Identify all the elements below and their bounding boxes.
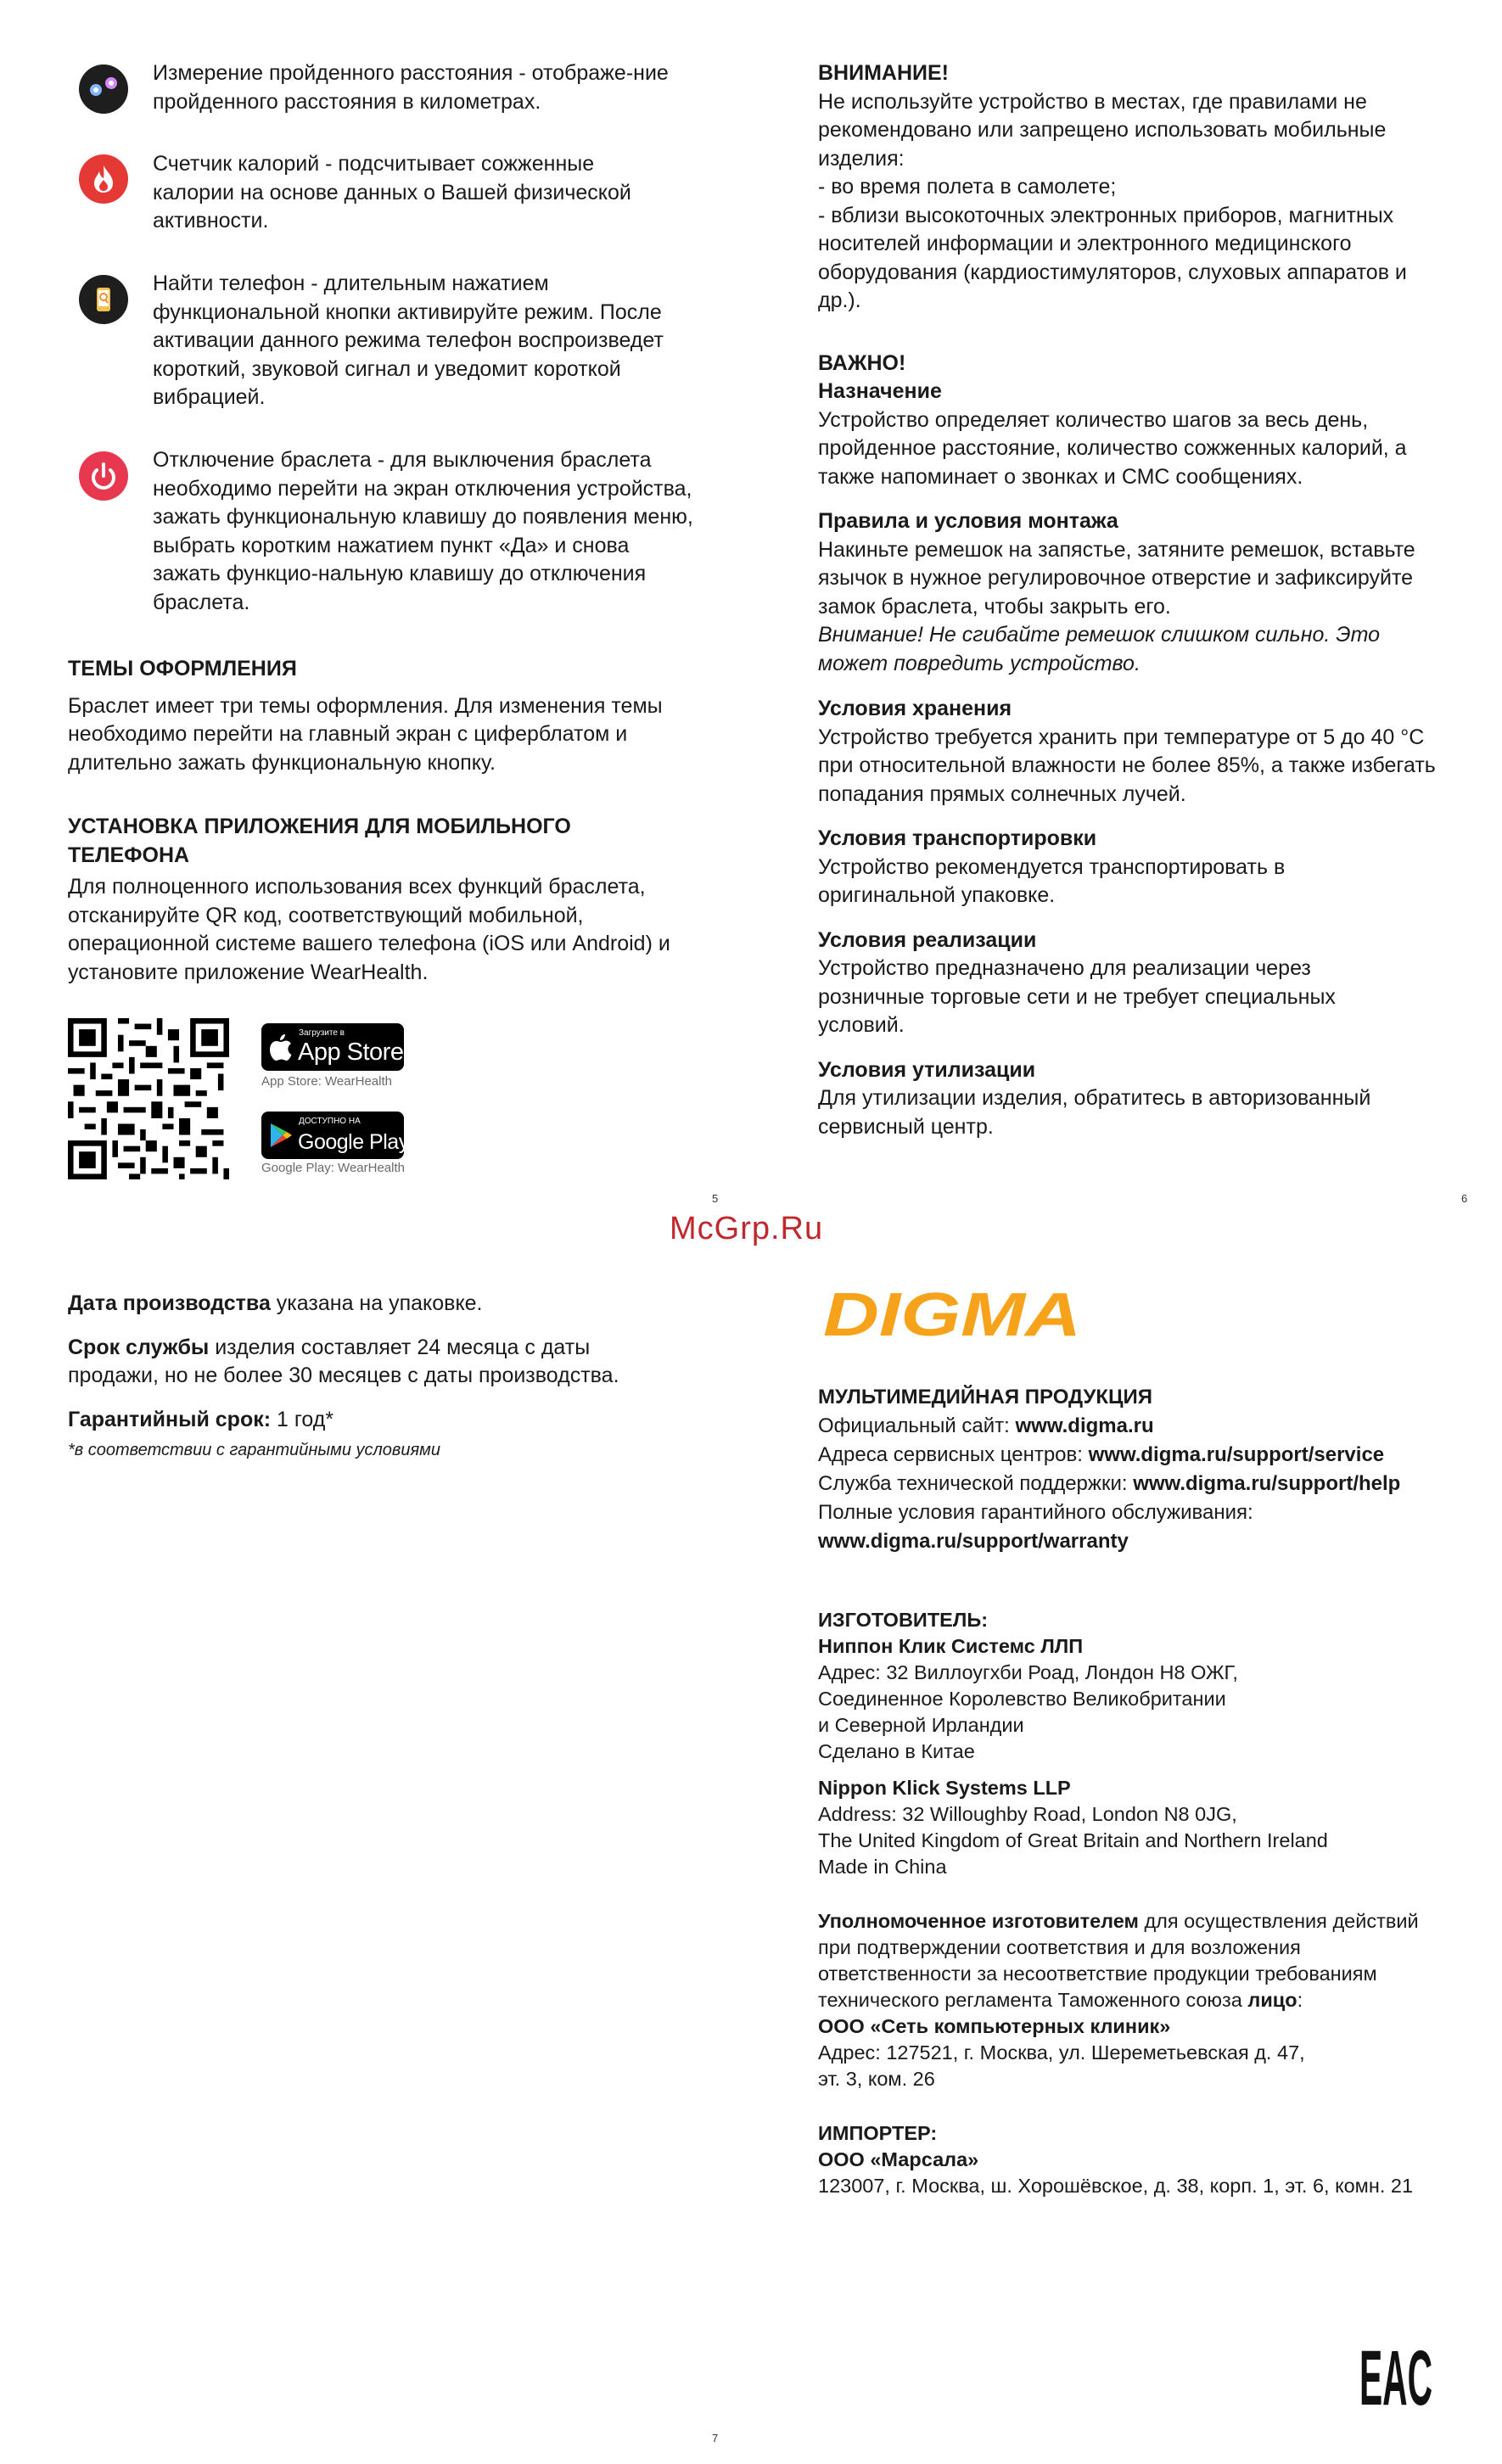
qr-code[interactable] — [68, 1018, 229, 1179]
warranty-terms-label: Полные условия гарантийного обслуживания: — [818, 1501, 1253, 1524]
themes-heading: ТЕМЫ ОФОРМЛЕНИЯ — [68, 657, 297, 680]
themes-text: Браслет имеет три темы оформления. Для изменения темы необходимо перейти на главный экран с циферблатом и длительно зажать функциональную кнопку. — [68, 693, 663, 775]
transport-heading: Условия транспортировки — [818, 826, 1097, 850]
sale-text: Устройство предназначено для реализации через розничные торговые сети и не требует специальных условий. — [818, 956, 1336, 1037]
authorized-colon: : — [1297, 1989, 1303, 2011]
digma-logo-text: DIGMA — [823, 1286, 1081, 1342]
importer-address: 123007, г. Москва, ш. Хорошёвское, д. 38, корп. 1, эт. 6, комн. 21 — [818, 2175, 1414, 2197]
production-label: Дата производства — [68, 1291, 271, 1315]
power-icon — [79, 451, 128, 501]
manufacturer-en-line: Address: 32 Willoughby Road, London N8 0JG, — [818, 1803, 1237, 1825]
feature-text-distance: Измерение пройденного расстояния - отображе-ние пройденного расстояния в километрах. — [153, 61, 669, 114]
service-centers-label: Адреса сервисных центров: — [818, 1443, 1089, 1466]
support-label: Служба технической поддержки: — [818, 1472, 1134, 1495]
service-life-label: Срок службы — [68, 1335, 210, 1359]
mount-note: Внимание! Не сгибайте ремешок слишком сильно. Это может повредить устройство. — [818, 623, 1381, 675]
authorized-label-2: лицо — [1247, 1989, 1297, 2011]
page6-column — [818, 59, 1454, 1141]
service-centers-link[interactable]: www.digma.ru/support/service — [1088, 1443, 1385, 1466]
manufacturer-en-name: Nippon Klick Systems LLP — [818, 1777, 1071, 1799]
warranty-note: *в соответствии с гарантийными условиями — [68, 1441, 440, 1459]
manufacturer-ru-name: Ниппон Клик Системс ЛЛП — [818, 1635, 1084, 1657]
warning-item: - вблизи высокоточных электронных приборов, магнитных носителей информации и электронного медицинского оборудования (кардиостимуляторов, слуховых аппаратов и др.). — [818, 203, 1407, 312]
digma-logo-mark — [818, 1286, 1090, 1342]
mount-heading: Правила и условия монтажа — [818, 509, 1118, 533]
support-link[interactable]: www.digma.ru/support/help — [1133, 1472, 1401, 1495]
manufacturer-ru-line: Соединенное Королевство Великобритании — [818, 1688, 1226, 1710]
digma-logo — [818, 1286, 1090, 1342]
authorized-address: Адрес: 127521, г. Москва, ул. Шереметьевская д. 47, эт. 3, ком. 26 — [818, 2041, 1305, 2090]
importer-company: ООО «Марсала» — [818, 2148, 979, 2170]
google-play-badge[interactable] — [261, 1112, 409, 1159]
warning-item: - во время полета в самолете; — [818, 175, 1117, 199]
production-text: указана на упаковке. — [270, 1291, 483, 1315]
importer-heading: ИМПОРТЕР: — [818, 2122, 938, 2144]
manufacturer-ru-line: Сделано в Китае — [818, 1740, 975, 1762]
feature-text-find-phone: Найти телефон - длительным нажатием функциональной кнопки активируйте режим. После активации данного режима телефон воспроизведет короткий, звуковой сигнал и уведомит короткой вибрацией. — [153, 272, 664, 409]
apple-icon — [268, 1032, 294, 1062]
manufacturer-heading: ИЗГОТОВИТЕЛЬ: — [818, 1609, 989, 1631]
important-heading: ВАЖНО! — [818, 350, 906, 375]
purpose-text: Устройство определяет количество шагов за весь день, пройденное расстояние, количество сожженных калорий, а также напоминает о звонках и СМС сообщениях. — [818, 407, 1407, 489]
mount-text: Накиньте ремешок на запястье, затяните ремешок, вставьте язычок в нужное регулировочное отверстие и зафиксируйте замок браслета, чтобы закрыть его. — [818, 537, 1415, 619]
warning-heading: ВНИМАНИЕ! — [818, 61, 949, 85]
warranty-text: 1 год* — [271, 1407, 334, 1431]
disposal-heading: Условия утилизации — [818, 1057, 1036, 1082]
sale-heading: Условия реализации — [818, 927, 1037, 952]
page7-left-column — [68, 1290, 696, 1463]
app-store-caption: App Store: WearHealth — [261, 1074, 392, 1089]
authorized-text: для осуществления действий при подтверждении соответствия и для возложения ответственности за несоответствие продукции требованиям технического регламента Таможенного союза — [818, 1910, 1419, 2011]
eac-mark — [1358, 2338, 1434, 2410]
storage-heading: Условия хранения — [818, 697, 1012, 720]
site-label: Официальный сайт: — [818, 1414, 1016, 1437]
warranty-label: Гарантийный срок: — [68, 1407, 272, 1431]
google-play-label: Google Play — [298, 1130, 409, 1154]
warning-text: Не используйте устройство в местах, где правилами не рекомендовано или запрещено использовать мобильные изделия: — [818, 89, 1387, 171]
disposal-text: Для утилизации изделия, обратитесь в авторизованный сервисный центр. — [818, 1086, 1371, 1139]
storage-text: Устройство требуется хранить при температуре от 5 до 40 °С при относительной влажности не более 85%, а также избегать попадания прямых солнечных лучей. — [818, 725, 1436, 806]
authorized-company: ООО «Сеть компьютерных клиник» — [818, 2015, 1171, 2037]
google-play-small-label: ДОСТУПНО НА — [299, 1117, 361, 1126]
manufacturer-en-line: Made in China — [818, 1856, 947, 1878]
eac-mark-logo — [1358, 2338, 1434, 2410]
service-life-text: изделия составляет 24 месяца с даты продажи, но не более 30 месяцев с даты производства. — [68, 1335, 619, 1387]
purpose-heading: Назначение — [818, 379, 942, 403]
page-number-7: 7 — [712, 2432, 719, 2444]
multimedia-heading: МУЛЬТИМЕДИЙНАЯ ПРОДУКЦИЯ — [818, 1386, 1153, 1408]
google-play-caption: Google Play: WearHealth — [261, 1161, 405, 1175]
app-text: Для полноценного использования всех функций браслета, отсканируйте QR код, соответствующий мобильной, операционной системе вашего телефона (iOS или Android) и установите приложение WearHealth. — [68, 875, 670, 984]
authorized-label: Уполномоченное изготовителем — [818, 1910, 1139, 1932]
app-store-small-label: Загрузите в — [299, 1028, 345, 1038]
flame-icon — [79, 154, 128, 204]
page7-right-column — [818, 1383, 1480, 2199]
site-link[interactable]: www.digma.ru — [1015, 1414, 1154, 1437]
page-number-6: 6 — [1461, 1192, 1468, 1205]
feature-text-power-off: Отключение браслета - для выключения браслета необходимо перейти на экран отключения устройства, зажать функциональную клавишу до появления меню, выбрать коротким нажатием пункт «Да» и снова зажать функцио-нальную клавишу до отключения браслета. — [153, 448, 693, 614]
feature-text-calories: Счетчик калорий - подсчитывает сожженные калории на основе данных о Вашей физической активности. — [153, 152, 631, 232]
transport-text: Устройство рекомендуется транспортировать в оригинальной упаковке. — [818, 854, 1286, 907]
app-store-label: App Store — [298, 1039, 404, 1066]
find-phone-icon — [79, 275, 128, 324]
app-heading: УСТАНОВКА ПРИЛОЖЕНИЯ ДЛЯ МОБИЛЬНОГО ТЕЛЕФОНА — [68, 815, 571, 867]
manufacturer-ru-line: Адрес: 32 Виллоугхби Роад, Лондон Н8 ОЖГ, — [818, 1661, 1238, 1683]
eac-mark-text: EAC — [1359, 2338, 1432, 2410]
page-number-5: 5 — [712, 1192, 719, 1205]
manufacturer-ru-line: и Северной Ирландии — [818, 1714, 1024, 1736]
watermark: McGrp.Ru — [670, 1211, 824, 1246]
distance-icon — [79, 64, 128, 114]
warranty-terms-link[interactable]: www.digma.ru/support/warranty — [818, 1530, 1129, 1553]
google-play-icon — [269, 1123, 293, 1148]
manufacturer-en-line: The United Kingdom of Great Britain and Northern Ireland — [818, 1829, 1328, 1851]
app-store-badge[interactable] — [261, 1023, 404, 1071]
